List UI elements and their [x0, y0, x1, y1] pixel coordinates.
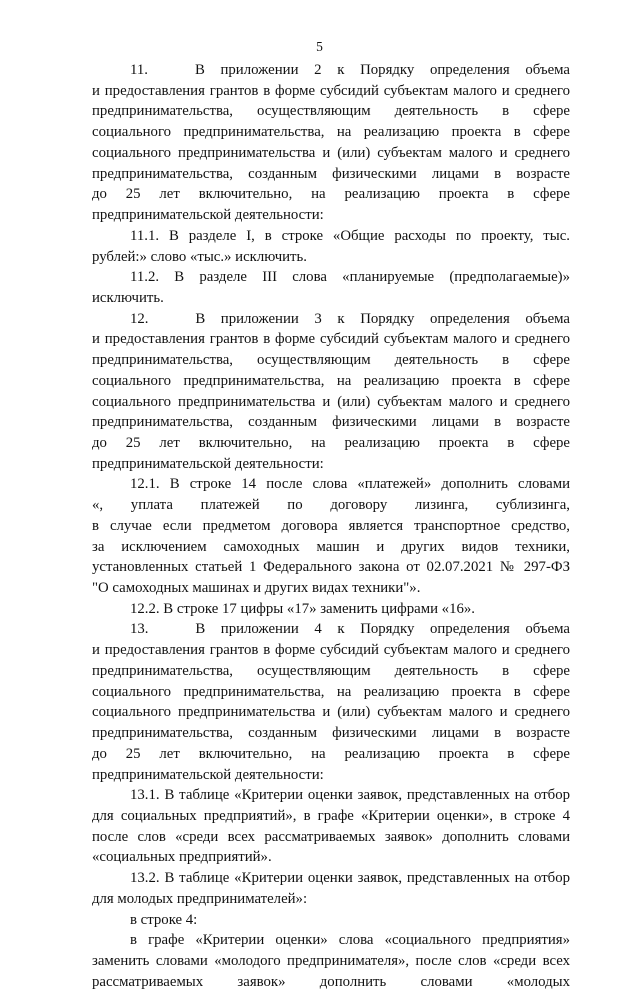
text-line: в графе «Критерии оценки» слова «социального предприятия» [130, 932, 570, 949]
text-line: 12.2. В строке 17 цифры «17» заменить цифрами «16». [130, 600, 475, 617]
text-line: 13.2. В таблице «Критерии оценки заявок, представленных на отбор [130, 870, 570, 887]
text-line: после слов «среди всех рассматриваемых заявок» дополнить словами [92, 828, 570, 845]
text-line: социального предпринимательства, на реализацию проекта в сфере [92, 372, 570, 389]
text-line: социального предпринимательства, на реализацию проекта в сфере [92, 683, 570, 700]
text-line: рассматриваемых заявок» дополнить словами «молодых [92, 973, 570, 990]
text-line: 13.1. В таблице «Критерии оценки заявок, представленных на отбор [130, 787, 570, 804]
text-line: предпринимательской деятельности: [92, 766, 324, 783]
text-line: «социальных предприятий». [92, 849, 272, 866]
text-line: за исключением самоходных машин и других видов техники, [92, 538, 570, 555]
text-line: предпринимательства, созданным физическими лицами в возрасте [92, 725, 570, 741]
text-line: предпринимательства, осуществляющим деятельность в сфере [92, 662, 570, 679]
text-line: в строке 4: [130, 911, 198, 928]
text-line: «, уплата платежей по договору лизинга, сублизинга, [92, 497, 570, 514]
text-line: для молодых предпринимателей»: [92, 890, 308, 907]
text-line: предпринимательской деятельности: [92, 455, 324, 472]
text-line: до 25 лет включительно, на реализацию проекта в сфере [92, 186, 570, 203]
text-line: предпринимательской деятельности: [92, 207, 324, 223]
text-line: социального предпринимательства и (или) субъектам малого и среднего [92, 144, 570, 161]
text-line: 13. В приложении 4 к Порядку определения объема [130, 621, 570, 638]
text-line: социального предпринимательства и (или) субъектам малого и среднего [92, 704, 570, 721]
text-line: 11. В приложении 2 к Порядку определения объема [130, 62, 570, 78]
text-line: в случае если предметом договора является транспортное средство, [92, 517, 570, 534]
text-line: "О самоходных машинах и других видах техники"». [92, 580, 421, 596]
text-line: исключить. [92, 289, 164, 306]
text-line: до 25 лет включительно, на реализацию проекта в сфере [92, 745, 570, 762]
text-line: до 25 лет включительно, на реализацию проекта в сфере [92, 435, 570, 451]
text-line: и предоставления грантов в форме субсидий субъектам малого и среднего [92, 331, 570, 348]
text-line: социального предпринимательства, на реализацию проекта в сфере [92, 124, 570, 141]
text-line: и предоставления грантов в форме субсидий субъектам малого и среднего [92, 642, 570, 659]
text-line: предпринимательства, созданным физическими лицами в возрасте [92, 165, 570, 182]
text-line: предпринимательства, созданным физическими лицами в возрасте [92, 414, 570, 431]
text-line: предпринимательства, осуществляющим деятельность в сфере [92, 352, 570, 369]
text-line: 11.1. В разделе I, в строке «Общие расходы по проекту, тыс. [130, 227, 570, 244]
page-number: 5 [316, 39, 323, 54]
text-line: социального предпринимательства и (или) субъектам малого и среднего [92, 393, 570, 410]
text-line: для социальных предприятий», в графе «Критерии оценки», в строке 4 [92, 807, 570, 824]
text-line: 11.2. В разделе III слова «планируемые (предполагаемые)» [130, 269, 570, 286]
text-line: предпринимательства, осуществляющим деятельность в сфере [92, 103, 570, 120]
text-line: 12. В приложении 3 к Порядку определения объема [130, 310, 570, 327]
text-line: 12.1. В строке 14 после слова «платежей» дополнить словами [130, 476, 570, 493]
text-line: рублей:» слово «тыс.» исключить. [92, 248, 307, 265]
text-line: заменить словами «молодого предпринимателя», после слов «среди всех [92, 953, 570, 969]
text-line: установленных статьей 1 Федерального закона от 02.07.2021 № 297-ФЗ [92, 559, 570, 576]
text-line: и предоставления грантов в форме субсидий субъектам малого и среднего [92, 82, 570, 99]
